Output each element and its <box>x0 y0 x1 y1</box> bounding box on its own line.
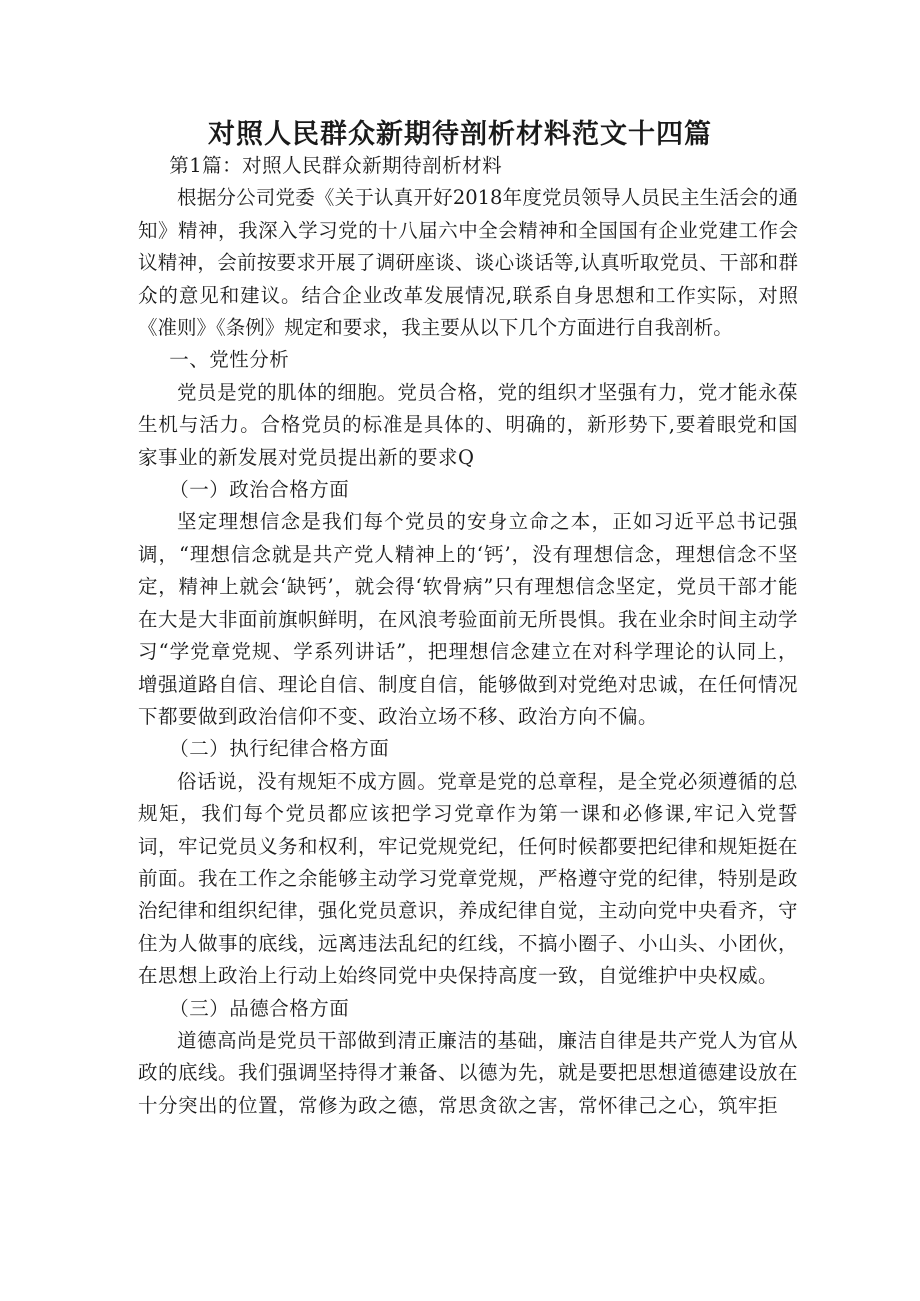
body-paragraph: 党员是党的肌体的细胞。党员合格，党的组织才坚强有力，党才能永葆生机与活力。合格党员的标准是具体的、明确的，新形势下,要着眼党和国家事业的新发展对党员提出新的要求Q <box>138 380 798 469</box>
chapter-heading: 第1篇：对照人民群众新期待剖析材料 <box>169 154 503 177</box>
body-paragraph: 坚定理想信念是我们每个党员的安身立命之本，正如习近平总书记强调，“理想信念就是共产党人精神上的‘钙’，没有理想信念，理想信念不坚定，精神上就会‘缺钙’，就会得‘软骨病”只有理想信念坚定，党员干部才能在大是大非面前旗帜鲜明，在风浪考验面前无所畏惧。我在业余时间主动学习“学党章党规、学系列讲话”，把理想信念建立在对科学理论的认同上，增强道路自信、理论自信、制度自信，能够做到对党绝对忠诚，在任何情况下都要做到政治信仰不变、政治立场不移、政治方向不偏。 <box>138 510 799 728</box>
section-heading: 一、党性分析 <box>169 348 290 372</box>
body-paragraph: 道德高尚是党员干部做到清正廉洁的基础，廉洁自律是共产党人为官从政的底线。我们强调坚持得才兼备、以德为先，就是要把思想道德建设放在十分突出的位置，常修为政之德，常思贪欲之害，常怀律己之心，筑牢拒 <box>138 1028 799 1117</box>
body-paragraph: 俗话说，没有规矩不成方圆。党章是党的总章程，是全党必须遵循的总规矩，我们每个党员都应该把学习党章作为第一课和必修课,牢记入党誓词，牢记党员义务和权利，牢记党规党纪，任何时候都要把纪律和规矩挺在前面。我在工作之余能够主动学习党章党规，严格遵守党的纪律，特别是政治纪律和组织纪律，强化党员意识，养成纪律自觉，主动向党中央看齐，守住为人做事的底线，远离违法乱纪的红线，不搞小圈子、小山头、小团伙，在思想上政治上行动上始终同党中央保持高度一致，自觉维护中央权威。 <box>138 769 799 988</box>
document-title: 对照人民群众新期待剖析材料范文十四篇 <box>208 119 712 150</box>
subsection-heading: （一）政治合格方面 <box>169 478 350 502</box>
body-paragraph: 根据分公司党委《关于认真开好2018年度党员领导人员民主生活会的通知》精神，我深入学习党的十八届六中全会精神和全国国有企业党建工作会议精神，会前按要求开展了调研座谈、谈心谈话等,认真听取党员、干部和群众的意见和建议。结合企业改革发展情况,联系自身思想和工作实际，对照《准则》《条例》规定和要求，我主要从以下几个方面进行自我剖析。 <box>138 186 798 340</box>
subsection-heading: （二）执行纪律合格方面 <box>169 737 390 761</box>
document-body <box>138 150 798 1122</box>
subsection-heading: （三）品德合格方面 <box>169 996 350 1020</box>
